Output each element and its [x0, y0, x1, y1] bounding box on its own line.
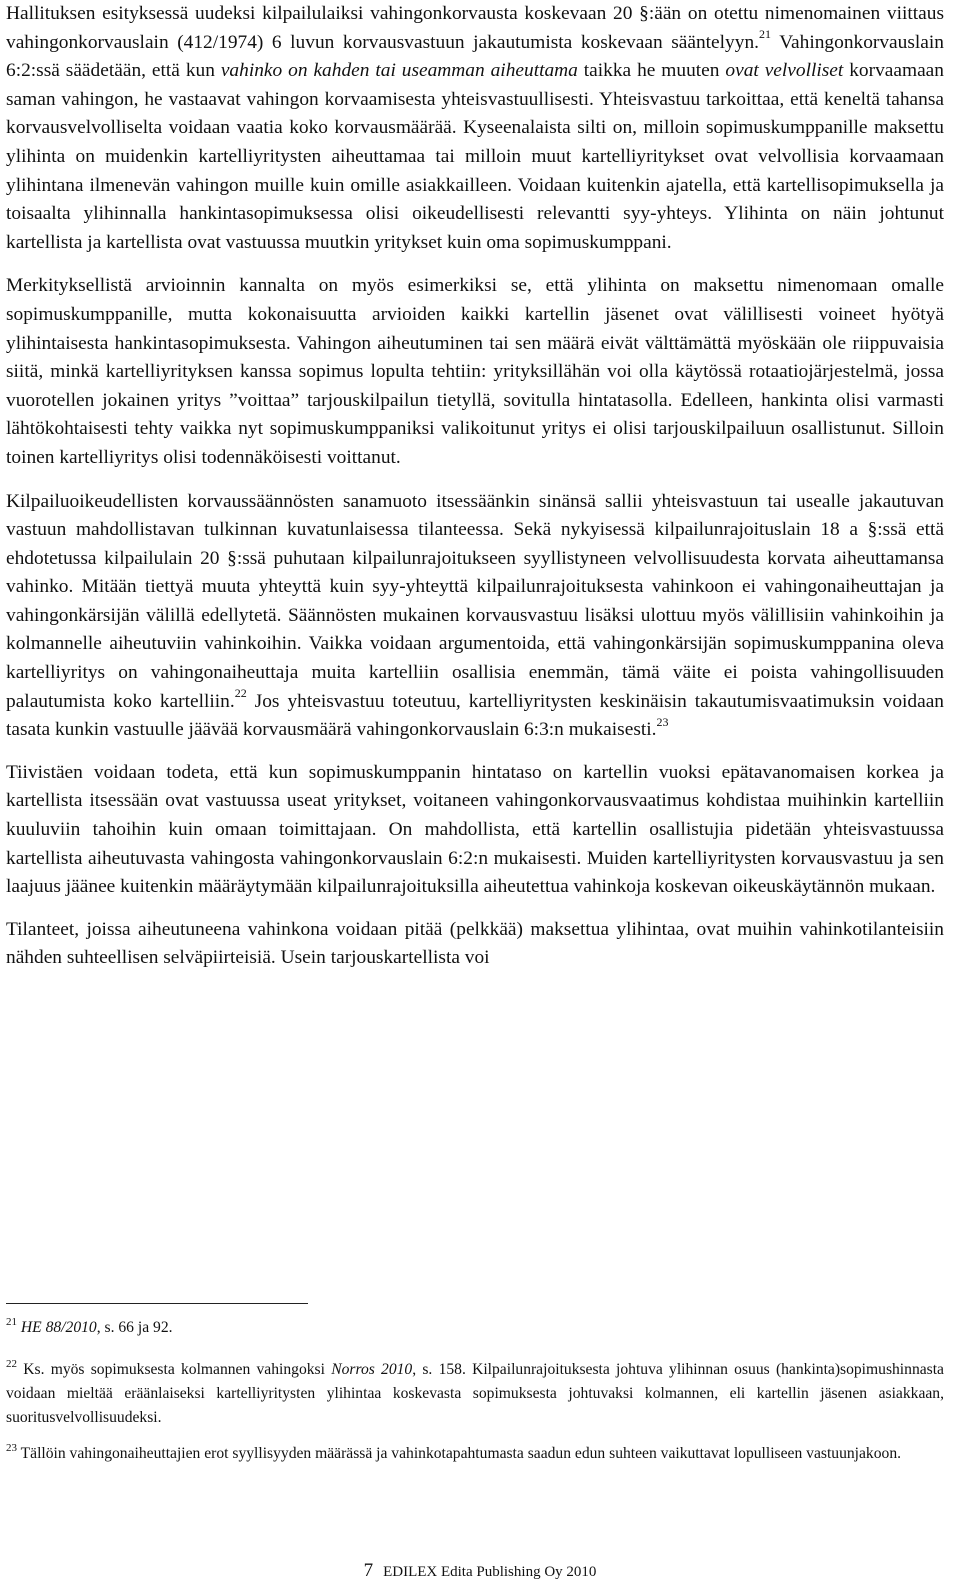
footnote-ref-23[interactable]: 23 [656, 714, 669, 729]
paragraph-text: taikka he muuten [577, 60, 726, 82]
italic-text: ovat velvolliset [725, 60, 844, 82]
page-footer [0, 1560, 960, 1582]
footnote-number: 21 [6, 1315, 17, 1328]
paragraph-4 [6, 759, 944, 902]
paragraph-1 [6, 0, 944, 257]
footnote-citation: Norros 2010 [331, 1361, 413, 1378]
footnote-ref-21[interactable]: 21 [758, 27, 771, 42]
footnote-22 [6, 1358, 944, 1430]
footnote-text: Tällöin vahingonaiheuttajien erot syyllisyyden määrässä ja vahinkotapahtumasta saadun edun suhteen vaikuttavat lopulliseen vastuunjakoon. [20, 1445, 902, 1462]
footnote-citation: HE 88/2010 [20, 1319, 97, 1336]
paragraph-text: Vahingonkorvauslain 6:2:ssä säädetään, että kun [6, 31, 944, 82]
footnote-number: 23 [6, 1441, 17, 1454]
footnote-21 [6, 1316, 944, 1340]
paragraph-2 [6, 272, 944, 472]
paragraph-text: Kilpailuoikeudellisten korvaussäännösten sanamuoto itsessäänkin sinänsä sallii yhteisvastuun tai usealle jakautuvan vastuun mahdollistavan tulkinnan kuvatunlaisessa tilanteessa. Sekä nykyisessä kilpailunrajoituslain 18 a §:ssä että ehdotetussa kilpailulain 20 §:ssä puhutaan kilpailunrajoitukseen syyllistyneen velvollisuudesta korvata aiheuttamansa vahinko. Mitään tiettyä muuta yhteyttä kuin syy-yhteyttä kilpailunrajoituksesta vahinkoon ei vahingonaiheuttajan ja vahingonkärsijän välillä edellytetä. Säännösten mukainen korvausvastuu lisäksi ulottuu myös välillisiin vahinkoihin ja kolmannelle aiheutuviin vahinkoihin. Vaikka voidaan argumentoida, että vahingonkärsijän sopimuskumppanina oleva kartelliyritys on vahingonaiheuttaja muita kartelliin osallisia enemmän, tämä väite ei poista vahingollisuuden palautumista koko kartelliin. [6, 490, 944, 712]
footnote-text: , s. 158. Kilpailunrajoituksesta johtuva ylihinnan osuus (hankinta)sopimushinnasta voidaan mieltää eräänlaiseksi kartelliyritysten ylihintaa koskevasta sopimuksesta johtuvaksi kolmannen, eli kartellin jäsenen asiakkaan, suoritusvelvollisuudeksi. [6, 1361, 944, 1426]
footnote-text: Ks. myös sopimuksesta kolmannen vahingoksi [23, 1361, 332, 1378]
footnote-23 [6, 1442, 944, 1466]
footnote-text: , s. 66 ja 92. [96, 1319, 173, 1336]
publisher-credit: EDILEX Edita Publishing Oy 2010 [383, 1564, 597, 1580]
paragraph-3 [6, 488, 944, 745]
paragraph-text: korvaamaan saman vahingon, he vastaavat vahingon korvaamisesta yhteisvastuullisesti. Yhteisvastuu tarkoittaa, että keneltä tahansa korvausvelvolliselta voidaan vaatia koko korvausmäärää. Kyseenalaista silti on, milloin sopimuskumppanille maksettu ylihinta on muidenkin kartelliyritysten aiheuttamaa tai milloin muut kartelliyritykset ovat velvollisia korvaamaan ylihintana ilmenevän vahingon muille kuin omille asiakkailleen. Voidaan kuitenkin ajatella, että kartellisopimuksella ja toisaalta ylihinnalla hankintasopimuksessa olisi oikeudellisesti relevantti syy-yhteys. Ylihinta on näin johtunut kartellista ja kartellista ovat vastuussa muutkin yritykset kuin oma sopimuskumppani. [6, 60, 944, 253]
paragraph-text: Tilanteet, joissa aiheutuneena vahinkona voidaan pitää (pelkkää) maksettua ylihintaa, ovat muihin vahinkotilanteisiin nähden suhteellisen selväpiirteisiä. Usein tarjouskartellista voi [6, 918, 944, 969]
footnote-divider [6, 1303, 308, 1304]
footnote-number: 22 [6, 1357, 17, 1370]
paragraph-text: Jos yhteisvastuu toteutuu, kartelliyritysten keskinäisin takautumisvaatimuksin voidaan tasata kunkin vastuulle jäävää korvausmäärä vahingonkorvauslain 6:3:n mukaisesti. [6, 690, 944, 741]
paragraph-text: Tiivistäen voidaan todeta, että kun sopimuskumppanin hintataso on kartellin vuoksi epätavanomaisen korkea ja kartellista itsessään ovat vastuussa useat yritykset, voitaneen vahingonkorvausvaatimus kohdistaa muihinkin kartelliin kuuluviin tahoihin kuin omaan toimittajaan. On mahdollista, että kartellin osallistujia pidetään yhteisvastuussa kartellista aiheutuvasta vahingosta vahingonkorvauslain 6:2:n mukaisesti. Muiden kartelliyritysten korvausvastuu ja sen laajuus jäänee kuitenkin määräytymään kilpailunrajoituksilla aiheutettua vahinkoja koskevan oikeuskäytännön mukaan. [6, 761, 944, 898]
page-number: 7 [363, 1560, 374, 1581]
italic-text: vahinko on kahden tai useamman aiheuttama [220, 60, 578, 82]
paragraph-text: Hallituksen esityksessä uudeksi kilpailulaiksi vahingonkorvausta koskevaan 20 §:ään on otettu nimenomainen viittaus vahingonkorvauslain (412/1974) 6 luvun korvausvastuun jakautumista koskevaan sääntelyyn. [6, 3, 944, 53]
paragraph-text: Merkityksellistä arvioinnin kannalta on myös esimerkiksi se, että ylihinta on maksettu nimenomaan omalle sopimuskumppanille, mutta kokonaisuutta arvioiden kaikki kartellin jäsenet ovat välillisesti voineet hyötyä ylihintaisesta hankintasopimuksesta. Vahingon aiheutuminen tai sen määrä eivät välttämättä myöskään ole riippuvaisia siitä, minkä kartelliyrityksen kanssa sopimus lopulta tehtiin: yrityksillähän voi olla käytössä rotaatiojärjestelmä, jossa vuorotellen jokainen yritys ”voittaa” tarjouskilpailun tietyllä, sovitulla hintatasolla. Edelleen, hankinta olisi varmasti lähtökohtaisesti tehty vaikka nyt sopimuskumppaniksi valikoitunut yritys ei olisi tarjouskilpailuun osallistunut. Silloin toinen kartelliyritys olisi todennäköisesti voittanut. [6, 275, 944, 468]
footnote-ref-22[interactable]: 22 [234, 686, 247, 701]
document-body [6, 0, 944, 973]
paragraph-5 [6, 916, 944, 973]
